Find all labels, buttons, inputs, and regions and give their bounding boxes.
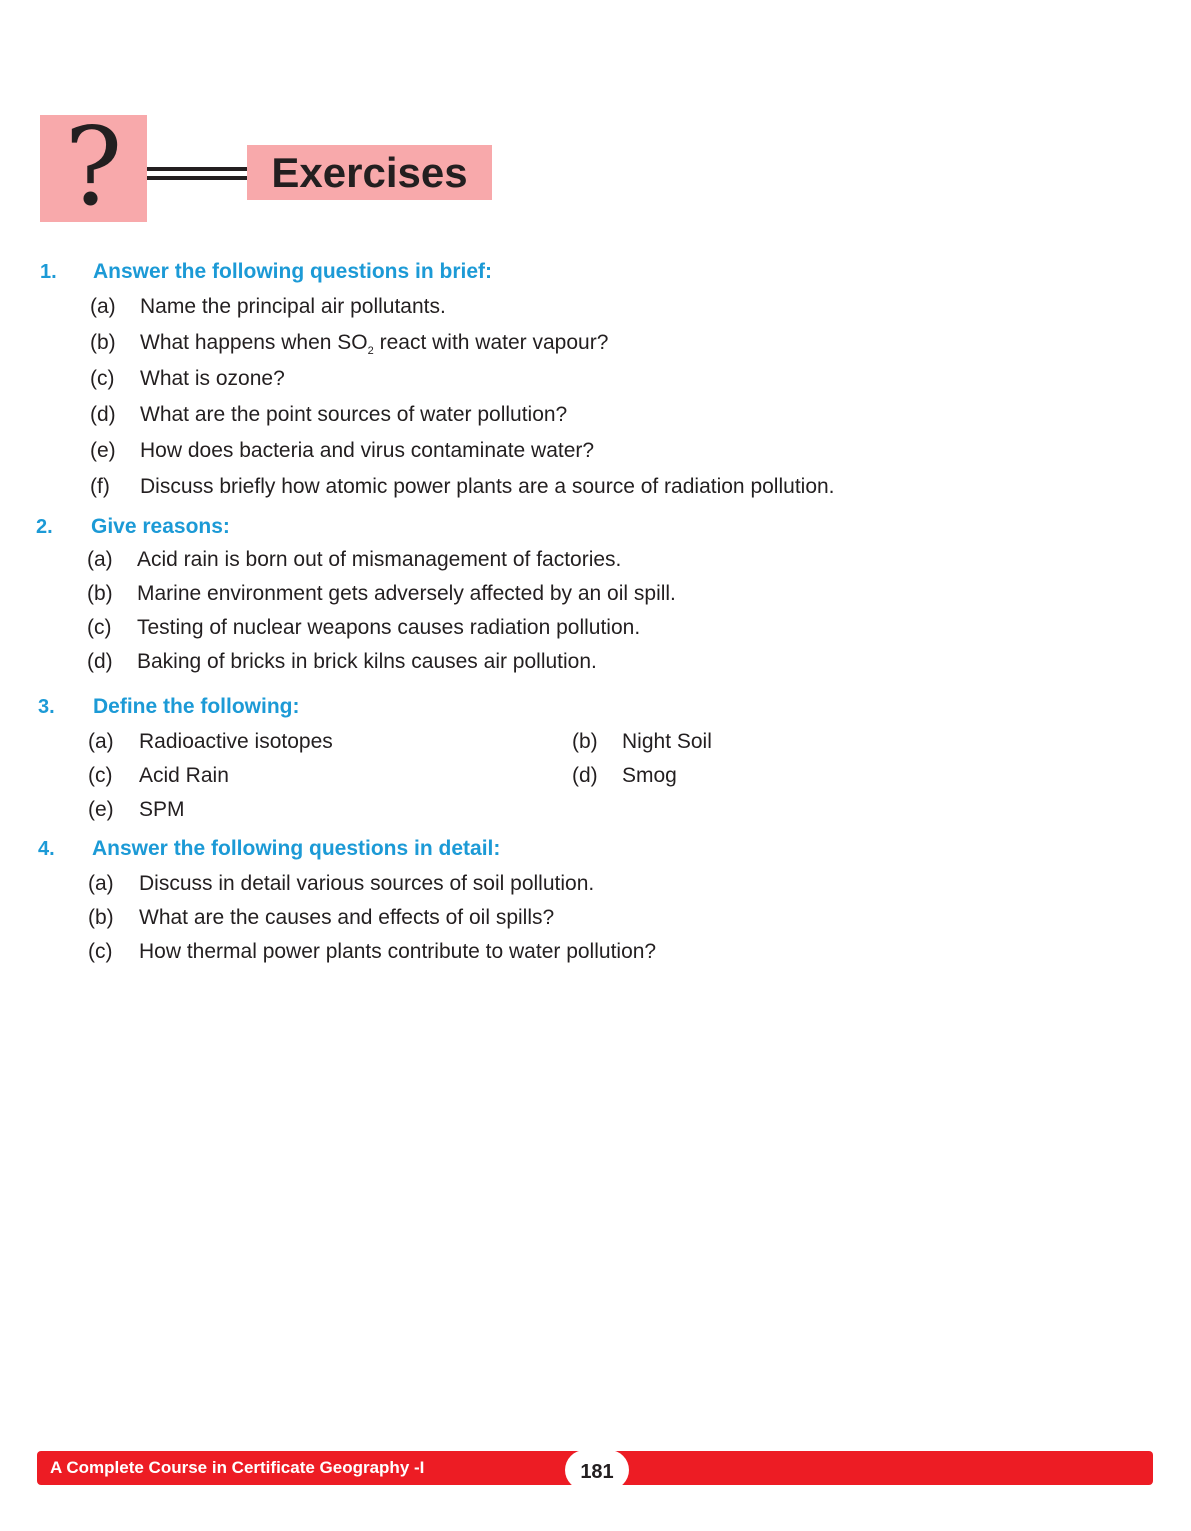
- item-text: Testing of nuclear weapons causes radiation pollution.: [137, 616, 641, 639]
- item-text: Name the principal air pollutants.: [140, 295, 446, 318]
- item-label: (c): [88, 764, 113, 787]
- item-label: (a): [88, 730, 114, 753]
- page-number: 181: [565, 1450, 629, 1490]
- section-heading: Define the following:: [93, 695, 300, 718]
- item-label: (c): [88, 940, 113, 963]
- item-label: (d): [87, 650, 113, 673]
- item-text-part: react with water vapour?: [373, 331, 609, 354]
- item-text: [140, 331, 608, 357]
- item-label: (a): [88, 872, 114, 895]
- item-label: (a): [87, 548, 113, 571]
- item-label: (b): [90, 331, 116, 354]
- item-label: (a): [90, 295, 116, 318]
- item-text: SPM: [139, 798, 185, 821]
- question-mark-box: [40, 105, 147, 230]
- section-heading: Answer the following questions in detail:: [92, 837, 501, 860]
- footer-book-title: A Complete Course in Certificate Geography -I: [50, 1458, 425, 1477]
- item-label: (d): [572, 764, 598, 787]
- item-text: Radioactive isotopes: [139, 730, 333, 753]
- section-heading: Give reasons:: [91, 515, 230, 538]
- item-text: How does bacteria and virus contaminate water?: [140, 439, 595, 462]
- header-divider-line: [147, 176, 247, 180]
- item-text: Discuss briefly how atomic power plants are a source of radiation pollution.: [140, 475, 835, 498]
- item-label: (c): [87, 616, 112, 639]
- page-title: Exercises: [247, 145, 492, 200]
- item-text: How thermal power plants contribute to water pollution?: [139, 940, 657, 963]
- item-label: (c): [90, 367, 115, 390]
- item-label: (b): [572, 730, 598, 753]
- item-text: What are the causes and effects of oil spills?: [139, 906, 555, 929]
- item-text: What is ozone?: [140, 367, 285, 390]
- question-mark-icon: ?: [64, 105, 123, 230]
- item-text: Baking of bricks in brick kilns causes air pollution.: [137, 650, 597, 673]
- item-text: What are the point sources of water pollution?: [140, 403, 568, 426]
- item-text: Night Soil: [622, 730, 712, 753]
- section-number: 2.: [36, 516, 53, 538]
- item-text: Smog: [622, 764, 677, 787]
- section-number: 3.: [38, 696, 55, 718]
- section-number: 1.: [40, 261, 57, 283]
- item-text-part: What happens when SO: [140, 331, 368, 354]
- item-label: (d): [90, 403, 116, 426]
- item-label: (f): [90, 475, 110, 498]
- item-label: (e): [88, 798, 114, 821]
- item-text: Acid rain is born out of mismanagement of factories.: [137, 548, 622, 571]
- section-number: 4.: [38, 838, 55, 860]
- item-label: (b): [87, 582, 113, 605]
- item-text: Acid Rain: [139, 764, 229, 787]
- item-label: (e): [90, 439, 116, 462]
- subscript: 2: [367, 345, 374, 358]
- header-divider-line: [147, 167, 247, 171]
- item-label: (b): [88, 906, 114, 929]
- item-text: Discuss in detail various sources of soil pollution.: [139, 872, 595, 895]
- item-text: Marine environment gets adversely affected by an oil spill.: [137, 582, 676, 605]
- section-heading: Answer the following questions in brief:: [93, 260, 493, 283]
